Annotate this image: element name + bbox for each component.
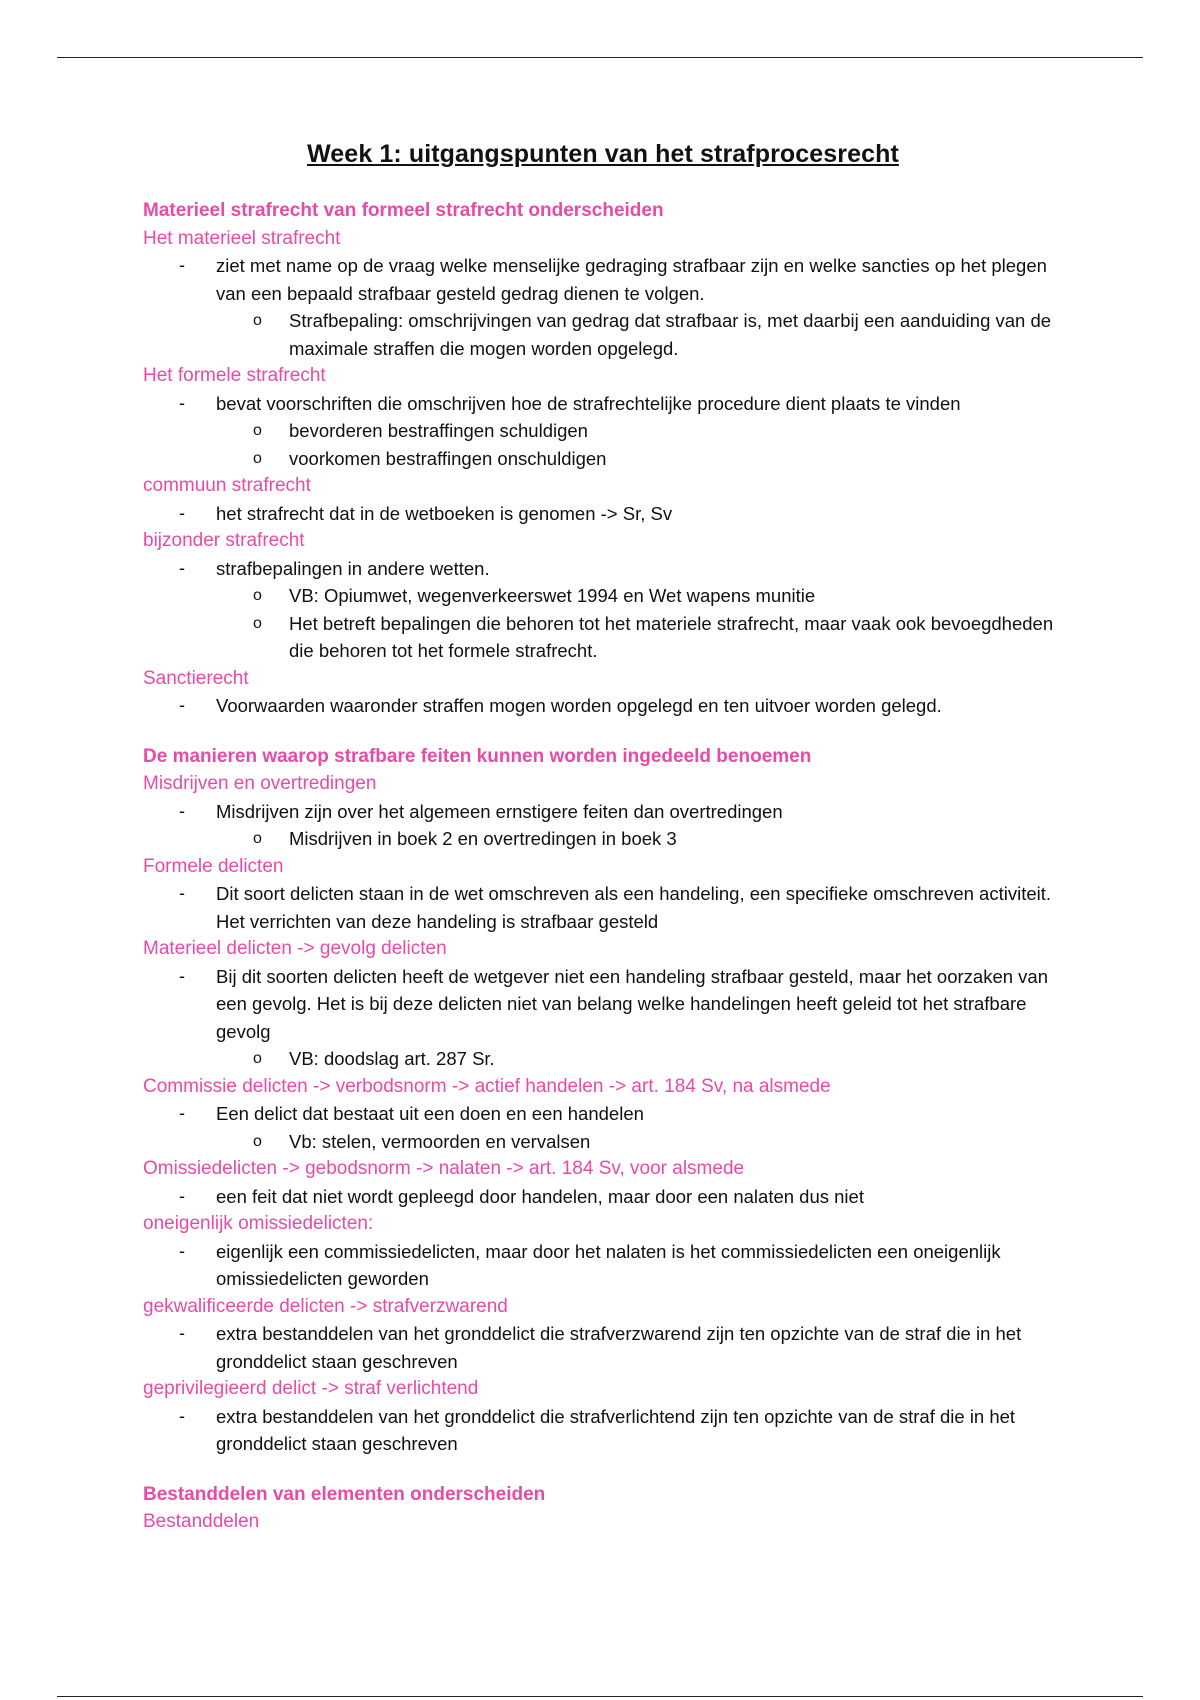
bottom-rule [57,1696,1143,1697]
dash-bullet: - [179,1185,185,1206]
circle-bullet: o [253,830,262,847]
section-heading: De manieren waarop strafbare feiten kunnen worden ingedeeld benoemen [143,745,812,767]
circle-bullet: o [253,422,262,439]
bullet-item: - Een delict dat bestaat uit een doen en een handelen [143,1100,1063,1128]
subheading: Bestanddelen [143,1511,260,1532]
dash-bullet: - [179,883,185,903]
section-heading: Materieel strafrecht van formeel strafrecht onderscheiden [143,200,664,221]
bullet-item: - extra bestanddelen van het gronddelict die strafverzwarend zijn ten opzichte van de straf die in het gronddelict staan geschreven [143,1320,1063,1375]
sub-bullet-item: o voorkomen bestraffingen onschuldigen [143,445,1063,473]
bullet-item: - bevat voorschriften die omschrijven hoe de strafrechtelijke procedure dient plaats te vinden [143,390,1063,418]
bullet-item: - Dit soort delicten staan in de wet omschreven als een handeling, een specifieke omschreven activiteit. Het verrichten van deze handeling is strafbaar gesteld [143,880,1063,935]
dash-bullet: - [179,1103,185,1123]
sub-bullet-item: o bevorderen bestraffingen schuldigen [143,417,1063,445]
page-title: Week 1: uitgangspunten van het strafprocesrecht [307,140,899,168]
sub-bullet-item: o Vb: stelen, vermoorden en vervalsen [143,1128,1063,1156]
dash-bullet: - [179,1240,185,1261]
dash-bullet: - [179,255,185,275]
sub-bullet-item: o Misdrijven in boek 2 en overtredingen in boek 3 [143,825,1063,853]
subheading: Omissiedelicten -> gebodsnorm -> nalaten -> art. 184 Sv, voor alsmede [143,1158,745,1179]
circle-bullet: o [253,312,262,329]
subheading: Commissie delicten -> verbodsnorm -> actief handelen -> art. 184 Sv, na alsmede [143,1075,831,1097]
subheading: Misdrijven en overtredingen [143,773,377,794]
dash-bullet: - [179,800,185,821]
sub-bullet-item: o VB: Opiumwet, wegenverkeerswet 1994 en Wet wapens munitie [143,582,1063,610]
dash-bullet: - [179,695,185,715]
subheading: Formele delicten [143,855,284,877]
circle-bullet: o [253,1050,262,1067]
dash-bullet: - [179,502,185,523]
circle-bullet: o [253,1132,262,1150]
section-gap [143,1458,1063,1481]
bullet-item: - Bij dit soorten delicten heeft de wetgever niet een handeling strafbaar gesteld, maar het oorzaken van een gevolg. Het is bij deze delicten niet van belang welke handelingen heeft geleid tot het strafbare gevolg [143,963,1063,1046]
bullet-item: - eigenlijk een commissiedelicten, maar door het nalaten is het commissiedelicten een oneigenlijk omissiedelicten geworden [143,1238,1063,1293]
dash-bullet: - [179,1323,185,1343]
subheading: Het formele strafrecht [143,365,326,386]
subheading: gekwalificeerde delicten -> strafverzwarend [143,1295,508,1317]
circle-bullet: o [253,614,262,632]
subheading: commuun strafrecht [143,475,311,496]
section-heading: Bestanddelen van elementen onderscheiden [143,1483,546,1505]
dash-bullet: - [179,965,185,986]
bullet-item: - Voorwaarden waaronder straffen mogen worden opgelegd en ten uitvoer worden gelegd. [143,692,1063,720]
sub-bullet-item: o VB: doodslag art. 287 Sr. [143,1045,1063,1073]
section-gap [143,720,1063,743]
dash-bullet: - [179,392,185,413]
sub-bullet-item: o Het betreft bepalingen die behoren tot het materiele strafrecht, maar vaak ook bevoegdheden die behoren tot het formele strafrecht. [143,610,1063,665]
subheading: Materieel delicten -> gevolg delicten [143,938,447,959]
section-bestanddelen [143,1481,1063,1536]
sub-bullet-item: o Strafbepaling: omschrijvingen van gedrag dat strafbaar is, met daarbij een aanduiding van de maximale straffen die mogen worden opgelegd. [143,307,1063,362]
section-materieel-formeel [143,197,1063,720]
subheading: Sanctierecht [143,667,249,689]
section-indeling-strafbare-feiten [143,743,1063,1458]
subheading: oneigenlijk omissiedelicten: [143,1213,374,1234]
bullet-item: - het strafrecht dat in de wetboeken is genomen -> Sr, Sv [143,500,1063,528]
bullet-item: - strafbepalingen in andere wetten. [143,555,1063,583]
document-body [143,140,1063,1536]
bullet-item: - extra bestanddelen van het gronddelict die strafverlichtend zijn ten opzichte van de straf die in het gronddelict staan geschreven [143,1403,1063,1458]
circle-bullet: o [253,587,262,604]
subheading: Het materieel strafrecht [143,227,341,249]
circle-bullet: o [253,449,262,467]
bullet-item: - een feit dat niet wordt gepleegd door handelen, maar door een nalaten dus niet [143,1183,1063,1211]
bullet-item: - Misdrijven zijn over het algemeen ernstigere feiten dan overtredingen [143,798,1063,826]
bullet-item: - ziet met name op de vraag welke menselijke gedraging strafbaar zijn en welke sancties op het plegen van een bepaald strafbaar gesteld gedrag dienen te volgen. [143,252,1063,307]
subheading: geprivilegieerd delict -> straf verlichtend [143,1378,479,1399]
dash-bullet: - [179,557,185,578]
dash-bullet: - [179,1405,185,1426]
subheading: bijzonder strafrecht [143,530,305,551]
top-rule [57,57,1143,58]
